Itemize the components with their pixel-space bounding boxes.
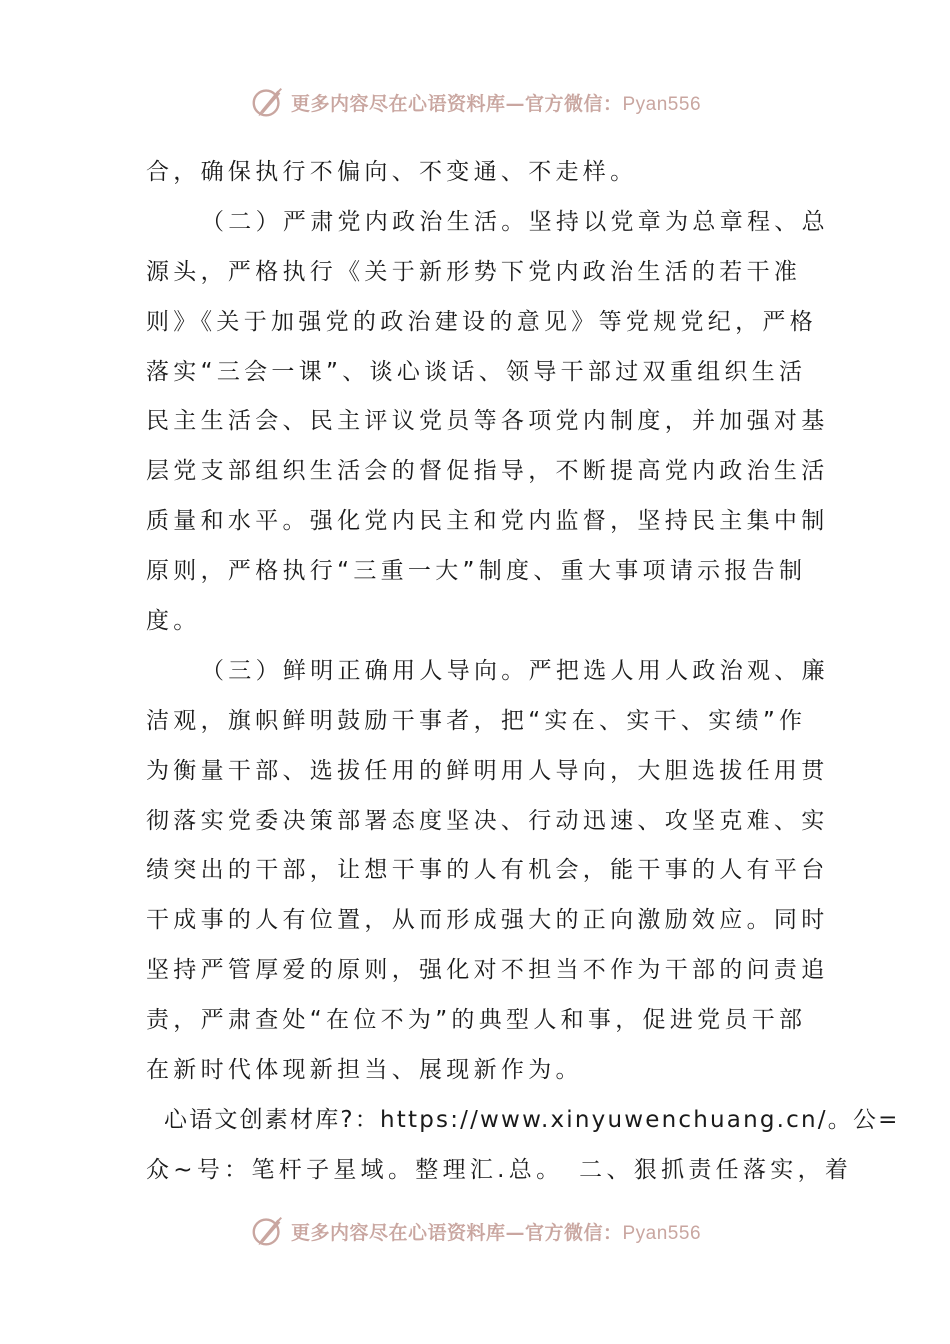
text-line: 度。: [146, 608, 201, 635]
text-line: 质量和水平。强化党内民主和党内监督，坚持民主集中制: [146, 508, 829, 535]
text-line: 落实“三会一课”、谈心谈话、领导干部过双重组织生活: [146, 358, 807, 385]
text-line: 心语文创素材库?：https://www.xinyuwenchuang.cn/。公=: [164, 1106, 900, 1133]
watermark-text: 更多内容尽在心语资料库—官方微信：Pyan556: [290, 1221, 702, 1244]
text-line: 则》《关于加强党的政治建设的意见》等党规党纪，严格: [146, 308, 817, 335]
text-line: 干成事的人有位置，从而形成强大的正向激励效应。同时: [146, 907, 829, 934]
text-line: 合，确保执行不偏向、不变通、不走样。: [146, 159, 638, 185]
text-line: 众~号：笔杆子星域。整理汇.总。 二、狠抓责任落实，着: [146, 1156, 853, 1183]
text-line: 责，严肃查处“在位不为”的典型人和事，促进党员干部: [146, 1007, 807, 1034]
section-heading-line: （三）鲜明正确用人导向。严把选人用人政治观、廉: [201, 657, 829, 684]
text-line: 原则，严格执行“三重一大”制度、重大事项请示报告制: [146, 558, 807, 585]
quill-pen-circle-icon: [249, 1212, 287, 1250]
quill-pen-circle-icon: [249, 83, 287, 121]
text-line: 民主生活会、民主评议党员等各项党内制度，并加强对基: [146, 408, 829, 435]
text-line: 彻落实党委决策部署态度坚决、行动迅速、攻坚克难、实: [146, 807, 829, 834]
text-line: 源头，严格执行《关于新形势下党内政治生活的若干准: [146, 258, 802, 285]
watermark-text: 更多内容尽在心语资料库—官方微信：Pyan556: [290, 92, 702, 115]
text-line: 坚持严管厚爱的原则，强化对不担当不作为干部的问责追: [146, 957, 829, 984]
header-watermark-banner: [0, 80, 950, 124]
text-line: 层党支部组织生活会的督促指导，不断提高党内政治生活: [146, 458, 829, 485]
document-body: [146, 148, 900, 1196]
section-heading-line: （二）严肃党内政治生活。坚持以党章为总章程、总: [201, 208, 829, 235]
text-line: 洁观，旗帜鲜明鼓励干事者，把“实在、实干、实绩”作: [146, 707, 807, 734]
footer-watermark-banner: [0, 1209, 950, 1253]
text-line: 为衡量干部、选拔任用的鲜明用人导向，大胆选拔任用贯: [146, 757, 829, 784]
text-line: 在新时代体现新担当、展现新作为。: [146, 1057, 583, 1084]
text-line: 绩突出的干部，让想干事的人有机会，能干事的人有平台: [146, 857, 829, 884]
